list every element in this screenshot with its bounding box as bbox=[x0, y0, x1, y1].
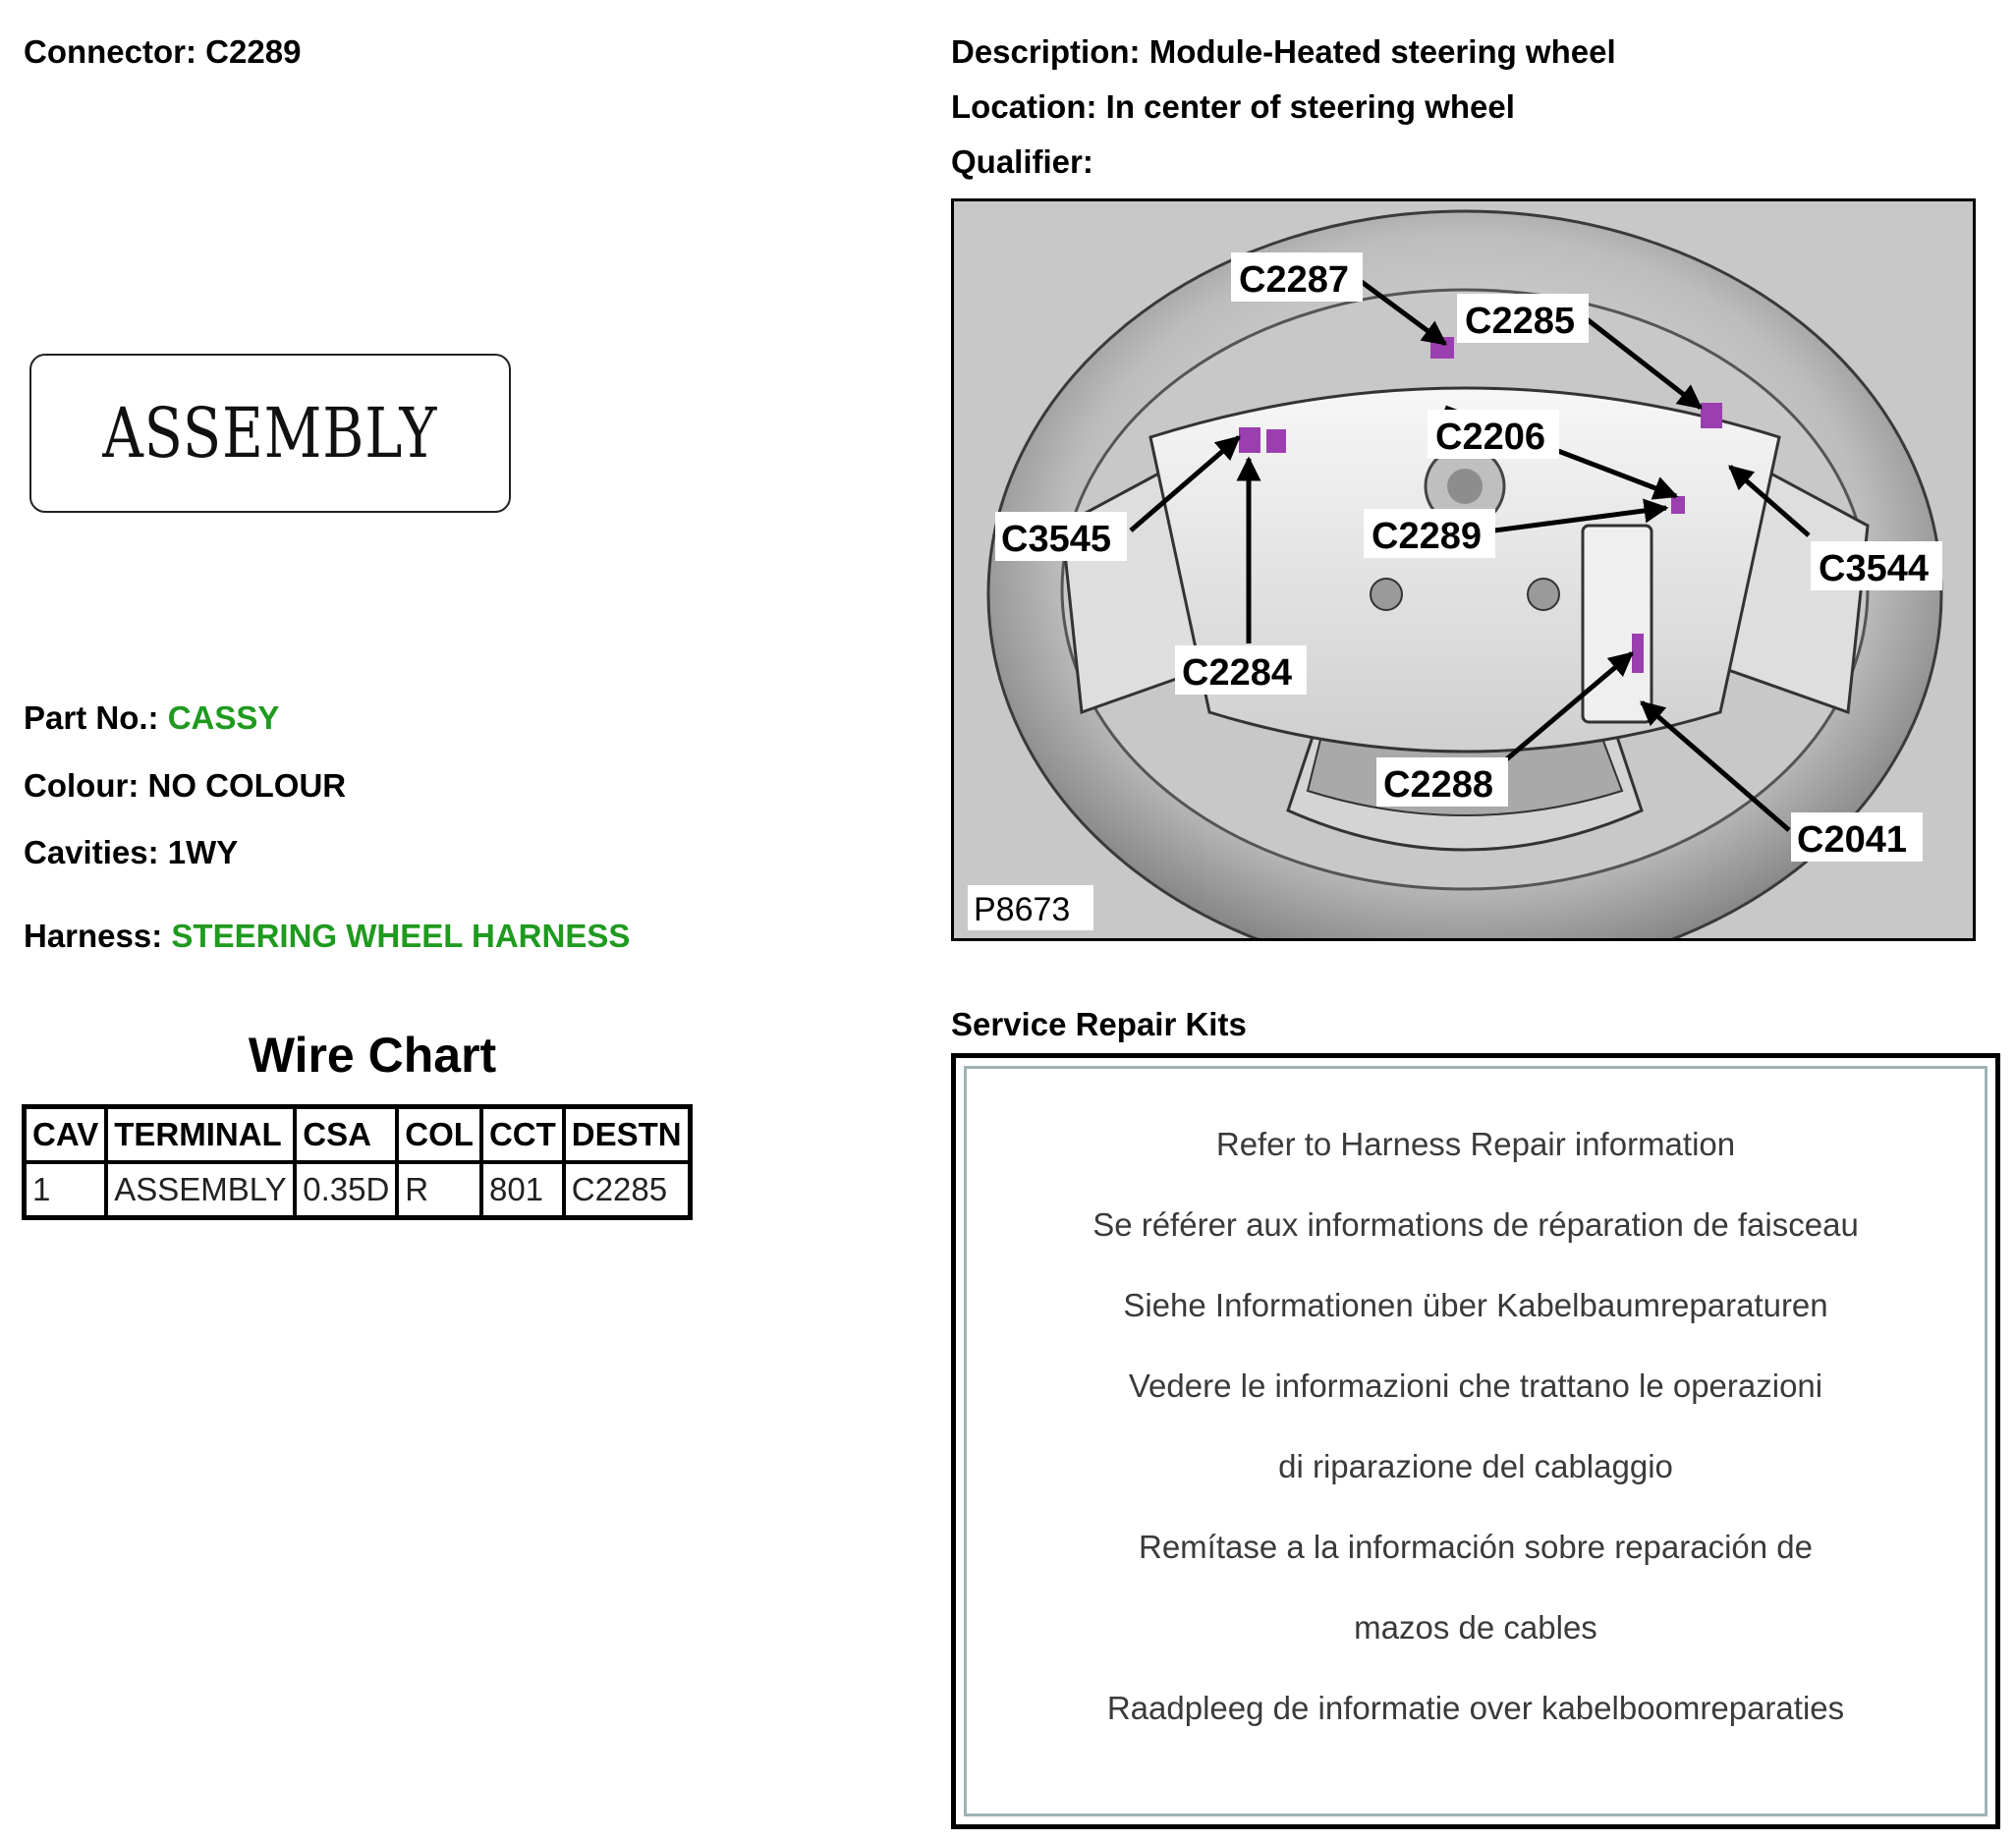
harness-value[interactable]: STEERING WHEEL HARNESS bbox=[171, 918, 631, 954]
harness-line bbox=[24, 918, 630, 955]
harness-label: Harness: bbox=[24, 918, 163, 954]
assembly-box bbox=[29, 354, 511, 513]
heater-module bbox=[1583, 526, 1652, 722]
connector-c2288 bbox=[1632, 634, 1644, 673]
connector-c2284 bbox=[1266, 429, 1286, 453]
kit-line: Se référer aux informations de réparation de faisceau bbox=[1092, 1206, 1859, 1243]
callout-c2287 bbox=[1231, 252, 1363, 302]
callout-c3544-text: C3544 bbox=[1819, 548, 1929, 589]
part-no-label: Part No.: bbox=[24, 699, 159, 736]
table-row bbox=[25, 1162, 691, 1218]
part-no-value[interactable]: CASSY bbox=[167, 699, 280, 736]
service-kits-title: Service Repair Kits bbox=[951, 1006, 1247, 1042]
cavities-line bbox=[24, 834, 238, 871]
service-kits-inner bbox=[964, 1066, 1988, 1816]
callout-c2287-text: C2287 bbox=[1239, 259, 1349, 301]
connector-label: Connector: bbox=[24, 33, 196, 70]
cell-cct: 801 bbox=[481, 1162, 564, 1218]
col-header-cct: CCT bbox=[481, 1107, 564, 1163]
col-header-terminal: TERMINAL bbox=[106, 1107, 295, 1163]
kit-line: Remítase a la información sobre reparación de bbox=[1138, 1529, 1814, 1565]
connector-line bbox=[24, 33, 301, 71]
kit-line: Siehe Informationen über Kabelbaumreparaturen bbox=[1123, 1287, 1828, 1323]
callout-c3545 bbox=[995, 512, 1127, 561]
callout-c2284-text: C2284 bbox=[1182, 652, 1292, 694]
callout-c2285 bbox=[1457, 294, 1589, 343]
callout-c2285-text: C2285 bbox=[1465, 301, 1575, 342]
location-value: In center of steering wheel bbox=[1105, 88, 1515, 125]
kit-line: di riparazione del cablaggio bbox=[1278, 1448, 1673, 1484]
steering-wheel-illustration bbox=[954, 201, 1973, 938]
figure-id-label: P8673 bbox=[974, 891, 1071, 928]
mount-boss-right bbox=[1528, 579, 1559, 610]
connector-value: C2289 bbox=[205, 33, 302, 70]
steering-wheel-figure bbox=[951, 198, 1976, 941]
cell-terminal: ASSEMBLY bbox=[106, 1162, 295, 1218]
col-header-csa: CSA bbox=[295, 1107, 397, 1163]
part-no-line bbox=[24, 699, 279, 737]
wire-chart-table bbox=[22, 1104, 693, 1220]
kit-line: Refer to Harness Repair information bbox=[1215, 1126, 1736, 1162]
description-label: Description: bbox=[951, 33, 1141, 70]
callout-c3545-text: C3545 bbox=[1001, 519, 1111, 560]
callout-c2284 bbox=[1175, 645, 1307, 695]
colour-value: NO COLOUR bbox=[147, 767, 347, 804]
cell-destn[interactable]: C2285 bbox=[564, 1162, 690, 1218]
callout-c2041-text: C2041 bbox=[1797, 819, 1907, 861]
callout-c2288 bbox=[1376, 757, 1508, 807]
callout-c3544 bbox=[1811, 541, 1942, 590]
kit-line: Raadpleeg de informatie over kabelboomreparaties bbox=[1106, 1690, 1845, 1726]
kit-line: Vedere le informazioni che trattano le operazioni bbox=[1128, 1368, 1823, 1404]
callout-c2206 bbox=[1428, 410, 1559, 459]
qualifier-label: Qualifier: bbox=[951, 143, 1093, 180]
hub-center-hole bbox=[1447, 469, 1483, 504]
service-kits-box bbox=[951, 1053, 2000, 1829]
callout-c2206-text: C2206 bbox=[1435, 417, 1545, 458]
assembly-label: ASSEMBLY bbox=[102, 393, 438, 474]
cell-csa: 0.35D bbox=[295, 1162, 397, 1218]
description-value: Module-Heated steering wheel bbox=[1148, 33, 1616, 70]
cell-col: R bbox=[397, 1162, 481, 1218]
wire-chart-header-row bbox=[25, 1107, 691, 1163]
location-label: Location: bbox=[951, 88, 1097, 125]
colour-line bbox=[24, 767, 346, 805]
callout-c2041 bbox=[1791, 812, 1923, 862]
callout-c2289 bbox=[1364, 509, 1495, 558]
callout-c2289-text: C2289 bbox=[1372, 516, 1482, 557]
colour-label: Colour: bbox=[24, 767, 140, 804]
col-header-col: COL bbox=[397, 1107, 481, 1163]
col-header-cav: CAV bbox=[25, 1107, 107, 1163]
description-line bbox=[951, 33, 1616, 71]
qualifier-line bbox=[951, 143, 1093, 181]
location-line bbox=[951, 88, 1515, 126]
cell-cav: 1 bbox=[25, 1162, 107, 1218]
callout-c2288-text: C2288 bbox=[1383, 764, 1493, 806]
mount-boss-left bbox=[1371, 579, 1402, 610]
wire-chart-title: Wire Chart bbox=[248, 1028, 497, 1083]
connector-c3545 bbox=[1239, 427, 1260, 453]
kit-line: mazos de cables bbox=[1354, 1609, 1597, 1646]
col-header-destn: DESTN bbox=[564, 1107, 690, 1163]
cavities-label: Cavities: bbox=[24, 834, 159, 870]
cavities-value: 1WY bbox=[167, 834, 239, 870]
connector-c2289 bbox=[1671, 496, 1685, 514]
connector-c2285 bbox=[1701, 403, 1722, 428]
